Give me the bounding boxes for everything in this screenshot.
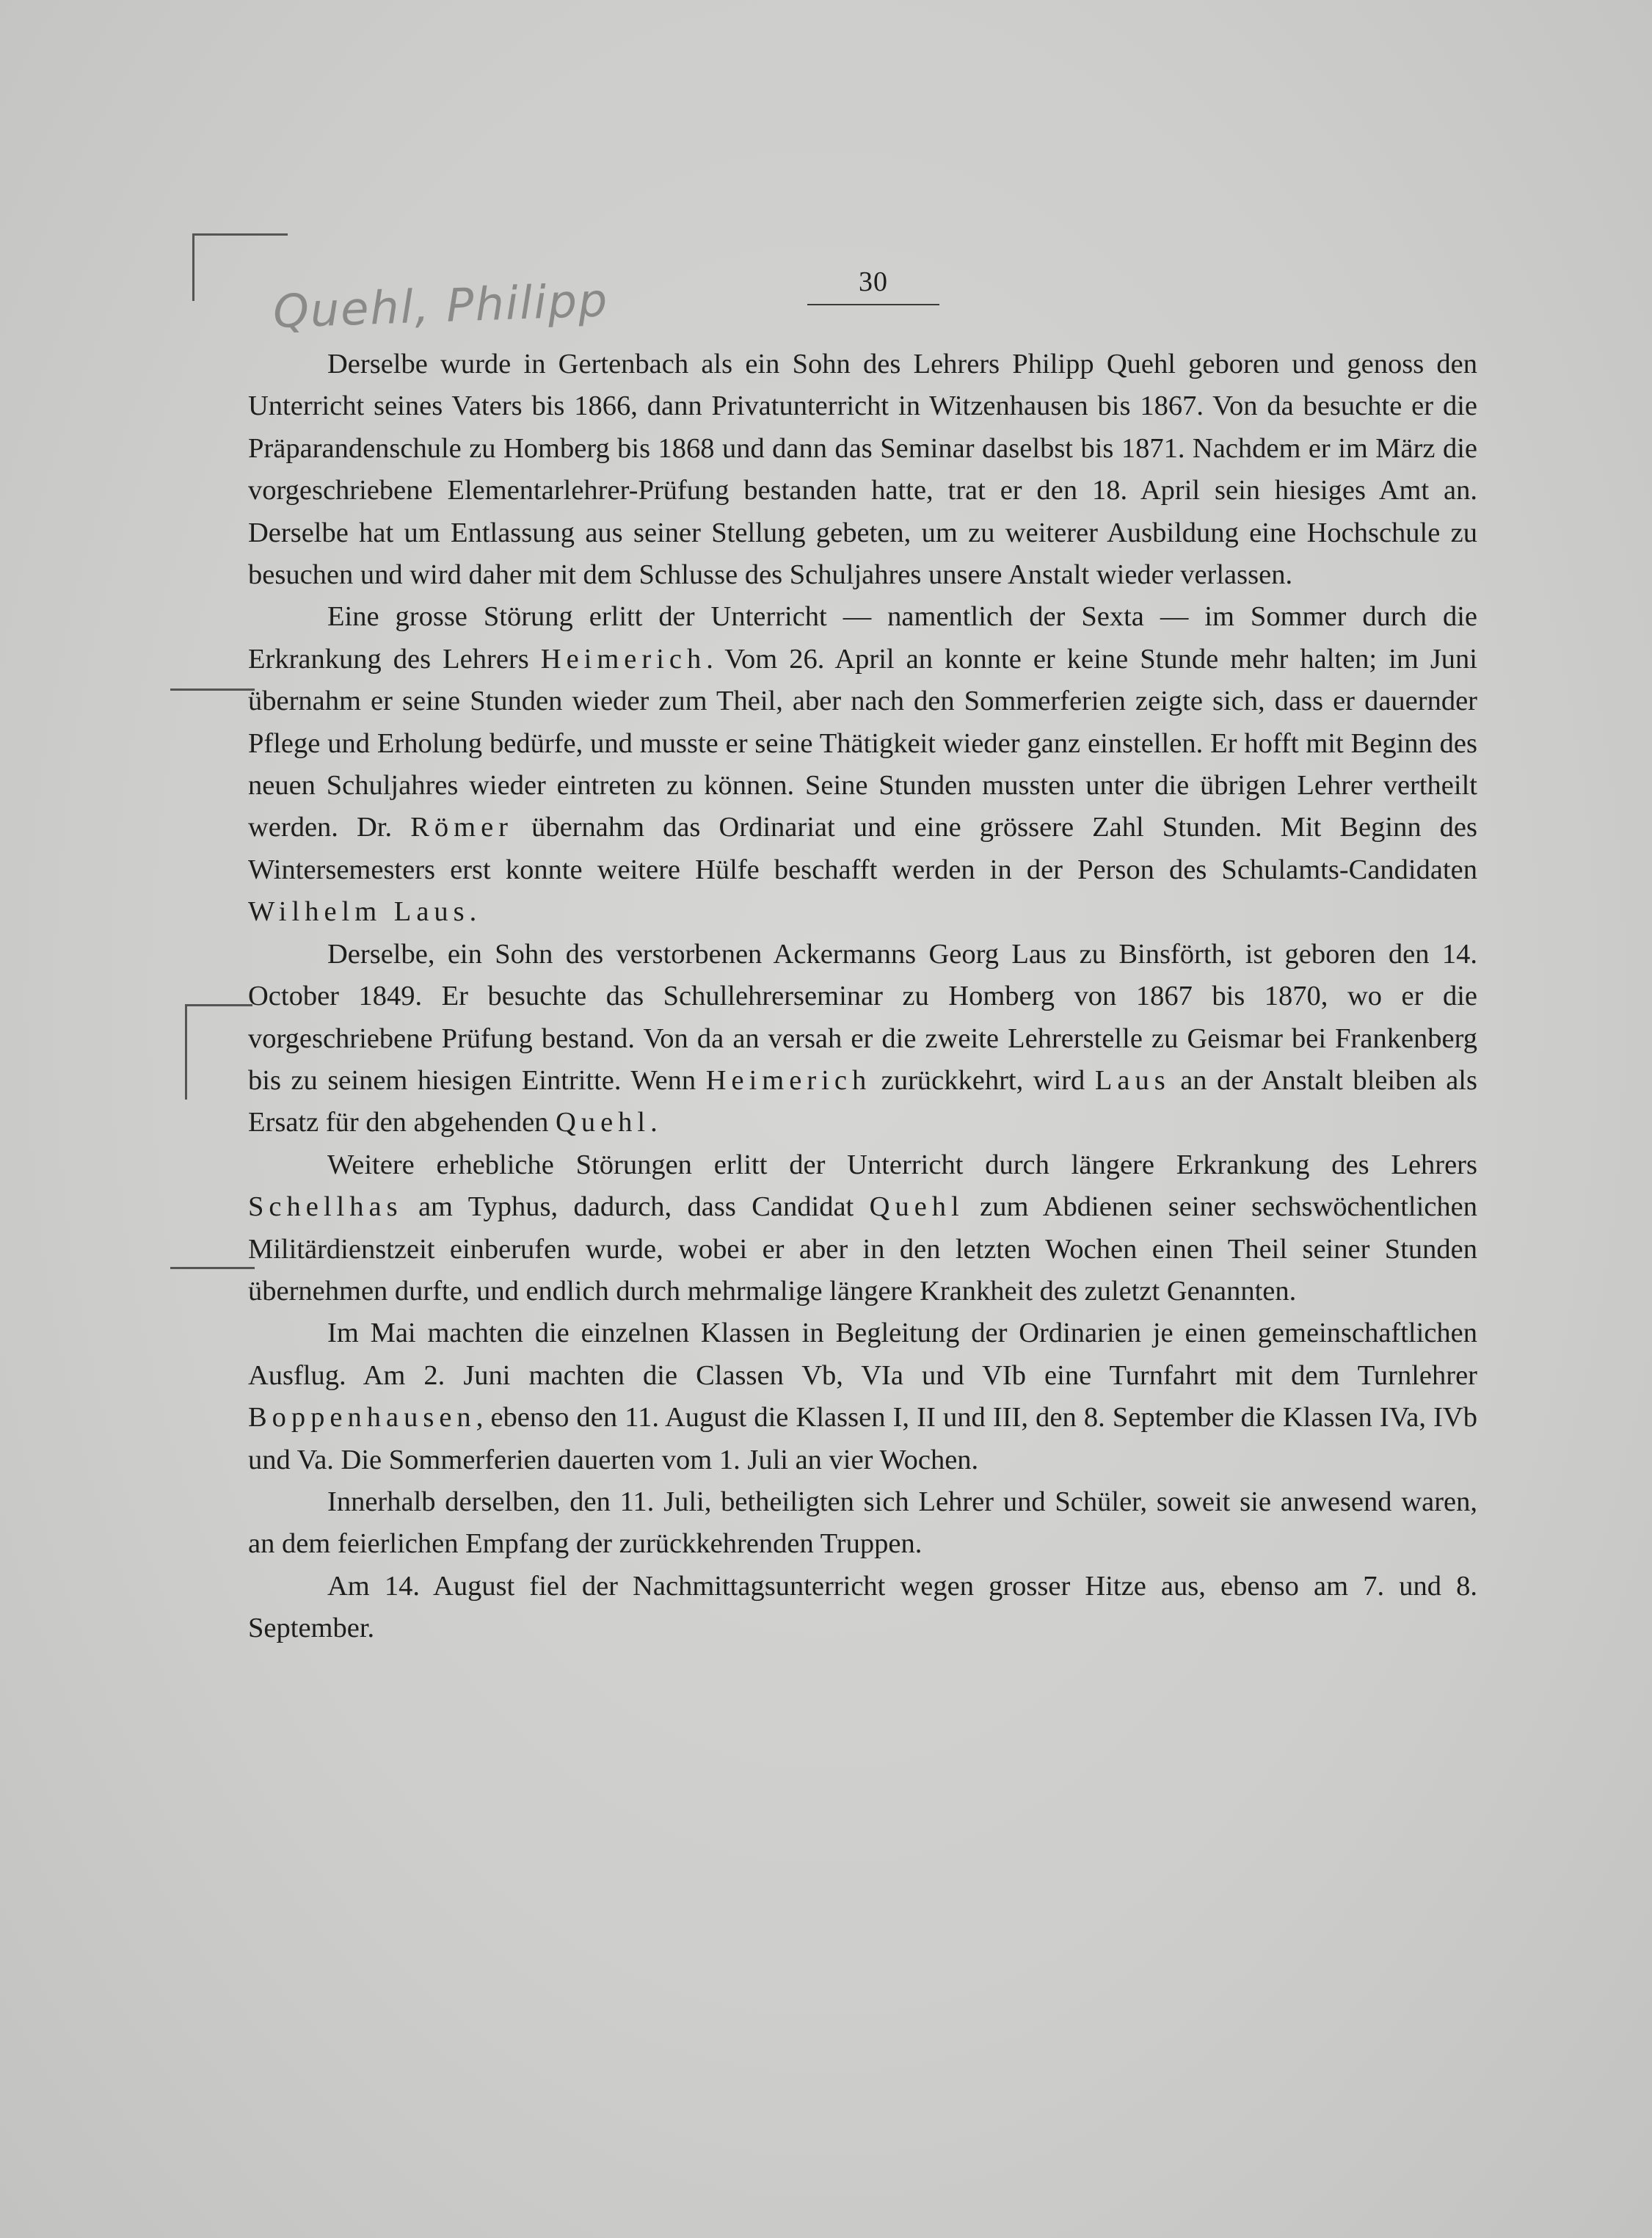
spaced-name: Römer xyxy=(410,812,513,843)
paragraph xyxy=(248,596,1477,933)
paragraph xyxy=(248,1312,1477,1481)
text-segment: Derselbe wurde in Gertenbach als ein Sohn des Lehrers Philipp Quehl geboren und genoss den Unterricht seines Vaters bis 1866, dann Privatunterricht in Witzenhausen bis 1867. Von da besuchte er die Präparandenschule zu Homberg bis 1868 und dann das Seminar daselbst bis 1871. Nachdem er im März die vorgeschriebene Elementarlehrer-Prüfung bestanden hatte, trat er den 18. April sein hiesiges Amt an. Derselbe hat um Entlassung aus seiner Stellung gebeten, um zu weiterer Ausbildung eine Hochschule zu besuchen und wird daher mit dem Schlusse des Schuljahres unsere Anstalt wieder verlassen. xyxy=(248,349,1477,591)
text-segment: , ebenso den 11. August die Klassen I, II und III, den 8. September die Klassen IVa, IVb und Va. Die Sommerferien dauerten vom 1. Juli an vier Wochen. xyxy=(248,1402,1477,1475)
text-segment: am Typhus, dadurch, dass Candidat xyxy=(402,1191,870,1223)
margin-bracket-top-horizontal xyxy=(192,233,288,236)
text-segment: Im Mai machten die einzelnen Klassen in Begleitung der Ordinarien je einen gemeinschaftlichen Ausflug. Am 2. Juni machten die Classen Vb, VIa und VIb eine Turnfahrt mit dem Turnlehrer xyxy=(248,1318,1477,1391)
handwritten-annotation: Quehl, Philipp xyxy=(272,273,610,338)
spaced-name: Boppenhausen xyxy=(248,1402,476,1434)
spaced-name: Wilhelm Laus xyxy=(248,896,470,928)
spaced-name: Schellhas xyxy=(248,1191,403,1223)
margin-bracket-middle-horizontal xyxy=(185,1004,252,1006)
paragraph xyxy=(248,1144,1477,1313)
spaced-name: Heimerich xyxy=(540,643,707,675)
spaced-name: Laus xyxy=(1094,1064,1171,1096)
text-segment: . xyxy=(469,896,477,928)
page-number: 30 xyxy=(859,266,888,297)
text-segment: . Vom 26. April an konnte er keine Stunde mehr halten; im Juni übernahm er seine Stunden wieder zum Theil, aber nach den Sommerferien zeigte sich, dass er dauernder Pflege und Erholung bedürfe, und musste er seine Thätigkeit wieder ganz einstellen. Er hofft mit Beginn des neuen Schuljahres wieder eintreten zu können. Seine Stunden mussten unter die übrigen Lehrer vertheilt werden. Dr. xyxy=(248,643,1478,843)
text-segment: übernahm das Ordinariat und eine grössere Zahl Stunden. Mit Beginn des Wintersemesters erst konnte weitere Hülfe beschafft werden in der Person des Schulamts-Candidaten xyxy=(248,812,1477,885)
margin-dash-2 xyxy=(170,1267,255,1269)
paragraph xyxy=(248,344,1477,596)
paragraph xyxy=(248,934,1477,1144)
spaced-name: Heimerich xyxy=(705,1064,872,1096)
spaced-name: Quehl xyxy=(556,1107,651,1138)
text-segment: Weitere erhebliche Störungen erlitt der Unterricht durch längere Erkrankung des Lehrers xyxy=(327,1149,1477,1180)
text-segment: Innerhalb derselben, den 11. Juli, betheiligten sich Lehrer und Schüler, soweit sie anwesend waren, an dem feierlichen Empfang der zurückkehrenden Truppen. xyxy=(248,1486,1477,1560)
margin-bracket-middle-vertical xyxy=(185,1004,187,1100)
text-segment: Am 14. August fiel der Nachmittagsunterricht wegen grosser Hitze aus, ebenso am 7. und 8. September. xyxy=(248,1570,1477,1644)
text-segment: Eine grosse Störung erlitt der Unterricht — namentlich der Sexta — im Sommer durch die Erkrankung des Lehrers xyxy=(248,601,1477,675)
text-segment: Derselbe, ein Sohn des verstorbenen Ackermanns Georg Laus zu Binsförth, ist geboren den 14. October 1849. Er besuchte das Schullehrerseminar zu Homberg von 1867 bis 1870, wo er die vorgeschriebene Prüfung bestand. Von da an versah er die zweite Lehrerstelle zu Geismar bei Frankenberg bis zu seinem hiesigen Eintritte. Wenn xyxy=(248,938,1477,1096)
spaced-name: Quehl xyxy=(869,1191,964,1223)
paragraph xyxy=(248,1566,1477,1650)
margin-dash-1 xyxy=(170,689,255,691)
text-segment: an der Anstalt bleiben als Ersatz für den abgehenden xyxy=(248,1064,1477,1138)
page-number-rule xyxy=(807,304,939,305)
margin-bracket-top-vertical xyxy=(192,233,194,301)
text-segment: zum Abdienen seiner sechswöchentlichen Militärdienstzeit einberufen wurde, wobei er aber in den letzten Wochen einen Theil seiner Stunden übernehmen durfte, und endlich durch mehrmalige längere Krankheit des zuletzt Genannten. xyxy=(248,1191,1477,1307)
text-segment: . xyxy=(650,1107,658,1138)
paragraph xyxy=(248,1481,1477,1566)
body-text xyxy=(248,344,1477,1650)
text-segment: zurückkehrt, wird xyxy=(871,1064,1095,1096)
